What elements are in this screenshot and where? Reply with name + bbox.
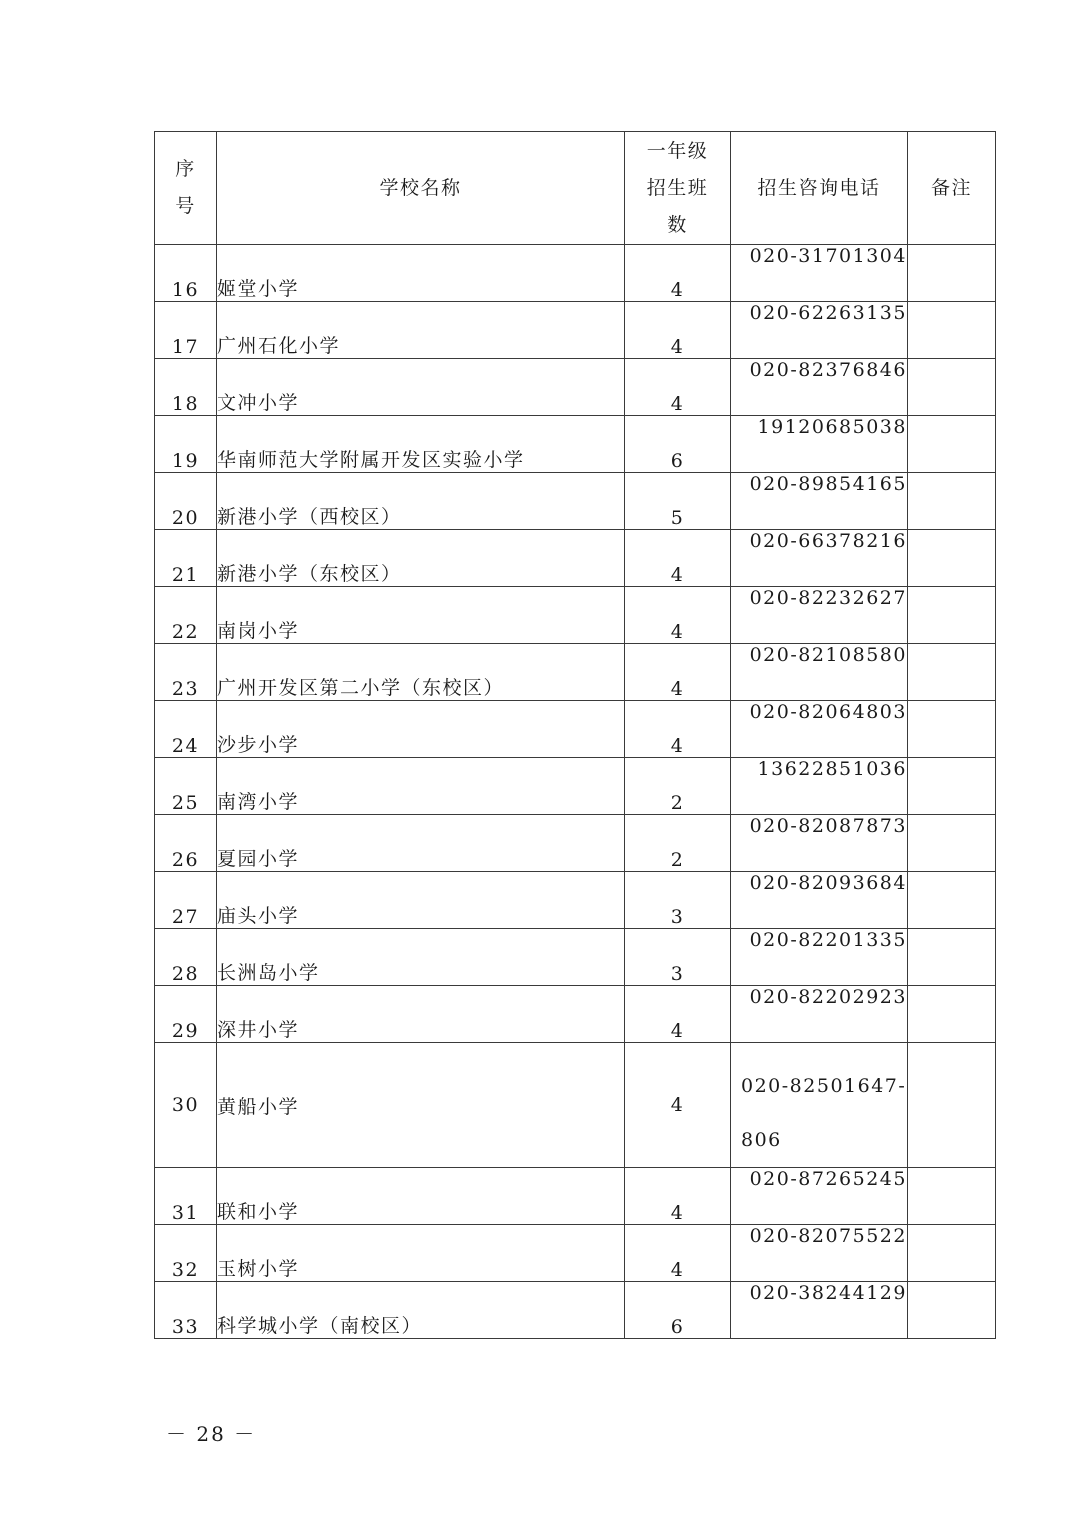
phone-cell: 020-82376846 — [731, 359, 908, 416]
table-row — [155, 245, 996, 302]
school-name-cell: 长洲岛小学 — [217, 929, 625, 986]
phone-cell: 020-66378216 — [731, 530, 908, 587]
note-cell — [908, 587, 996, 644]
class-count-cell: 4 — [625, 302, 731, 359]
phone-cell: 13622851036 — [731, 758, 908, 815]
school-name-cell: 黄船小学 — [217, 1043, 625, 1168]
note-cell — [908, 1168, 996, 1225]
phone-cell: 020-38244129 — [731, 1282, 908, 1339]
school-name-cell: 南湾小学 — [217, 758, 625, 815]
phone-cell: 020-82501647-806 — [731, 1043, 908, 1168]
table-row — [155, 644, 996, 701]
school-name-cell: 广州开发区第二小学（东校区） — [217, 644, 625, 701]
school-name-cell: 科学城小学（南校区） — [217, 1282, 625, 1339]
serial-number-cell: 16 — [155, 245, 217, 302]
school-name-cell: 夏园小学 — [217, 815, 625, 872]
note-cell — [908, 644, 996, 701]
phone-cell: 020-87265245 — [731, 1168, 908, 1225]
note-cell — [908, 815, 996, 872]
note-cell — [908, 929, 996, 986]
header-school-name: 学校名称 — [217, 132, 625, 245]
note-cell — [908, 302, 996, 359]
serial-number-cell: 21 — [155, 530, 217, 587]
table-row — [155, 302, 996, 359]
class-count-cell: 6 — [625, 416, 731, 473]
note-cell — [908, 530, 996, 587]
phone-cell: 020-82064803 — [731, 701, 908, 758]
table-row — [155, 359, 996, 416]
table-row — [155, 872, 996, 929]
note-cell — [908, 245, 996, 302]
school-name-cell: 联和小学 — [217, 1168, 625, 1225]
phone-cell: 020-82201335 — [731, 929, 908, 986]
serial-number-cell: 23 — [155, 644, 217, 701]
phone-cell: 020-82108580 — [731, 644, 908, 701]
table-row — [155, 815, 996, 872]
school-name-cell: 深井小学 — [217, 986, 625, 1043]
school-name-cell: 新港小学（西校区） — [217, 473, 625, 530]
class-count-cell: 4 — [625, 1225, 731, 1282]
serial-number-cell: 27 — [155, 872, 217, 929]
serial-number-cell: 19 — [155, 416, 217, 473]
school-name-cell: 南岗小学 — [217, 587, 625, 644]
note-cell — [908, 986, 996, 1043]
table-row — [155, 701, 996, 758]
table-row — [155, 758, 996, 815]
note-cell — [908, 359, 996, 416]
table-row — [155, 1225, 996, 1282]
note-cell — [908, 416, 996, 473]
class-count-cell: 4 — [625, 245, 731, 302]
serial-number-cell: 24 — [155, 701, 217, 758]
table-row — [155, 530, 996, 587]
note-cell — [908, 758, 996, 815]
phone-cell: 020-62263135 — [731, 302, 908, 359]
school-enrollment-table — [154, 131, 996, 1339]
note-cell — [908, 473, 996, 530]
phone-cell: 020-82075522 — [731, 1225, 908, 1282]
class-count-cell: 2 — [625, 758, 731, 815]
serial-number-cell: 29 — [155, 986, 217, 1043]
class-count-cell: 5 — [625, 473, 731, 530]
table-row — [155, 473, 996, 530]
header-class-count: 一年级 招生班 数 — [625, 132, 731, 245]
serial-number-cell: 33 — [155, 1282, 217, 1339]
table-row — [155, 1282, 996, 1339]
phone-cell: 020-82093684 — [731, 872, 908, 929]
serial-number-cell: 28 — [155, 929, 217, 986]
class-count-cell: 4 — [625, 587, 731, 644]
school-name-cell: 庙头小学 — [217, 872, 625, 929]
class-count-cell: 4 — [625, 701, 731, 758]
table-row — [155, 1168, 996, 1225]
header-serial-number: 序 号 — [155, 132, 217, 245]
class-count-cell: 3 — [625, 929, 731, 986]
serial-number-cell: 22 — [155, 587, 217, 644]
class-count-cell: 6 — [625, 1282, 731, 1339]
header-note: 备注 — [908, 132, 996, 245]
school-name-cell: 玉树小学 — [217, 1225, 625, 1282]
school-name-cell: 文冲小学 — [217, 359, 625, 416]
school-name-cell: 华南师范大学附属开发区实验小学 — [217, 416, 625, 473]
note-cell — [908, 701, 996, 758]
note-cell — [908, 872, 996, 929]
note-cell — [908, 1225, 996, 1282]
class-count-cell: 4 — [625, 1168, 731, 1225]
serial-number-cell: 30 — [155, 1043, 217, 1168]
class-count-cell: 4 — [625, 359, 731, 416]
header-phone: 招生咨询电话 — [731, 132, 908, 245]
table-row — [155, 986, 996, 1043]
school-name-cell: 广州石化小学 — [217, 302, 625, 359]
phone-cell: 19120685038 — [731, 416, 908, 473]
phone-cell: 020-82202923 — [731, 986, 908, 1043]
class-count-cell: 2 — [625, 815, 731, 872]
class-count-cell: 4 — [625, 644, 731, 701]
class-count-cell: 4 — [625, 1043, 731, 1168]
serial-number-cell: 17 — [155, 302, 217, 359]
phone-cell: 020-89854165 — [731, 473, 908, 530]
school-name-cell: 姬堂小学 — [217, 245, 625, 302]
page-number: － 28 － — [166, 1422, 257, 1446]
serial-number-cell: 32 — [155, 1225, 217, 1282]
class-count-cell: 4 — [625, 986, 731, 1043]
serial-number-cell: 25 — [155, 758, 217, 815]
serial-number-cell: 20 — [155, 473, 217, 530]
phone-cell: 020-82087873 — [731, 815, 908, 872]
table-body — [155, 245, 996, 1339]
phone-cell: 020-31701304 — [731, 245, 908, 302]
table-row — [155, 416, 996, 473]
table-row — [155, 929, 996, 986]
school-name-cell: 沙步小学 — [217, 701, 625, 758]
table-row — [155, 587, 996, 644]
class-count-cell: 4 — [625, 530, 731, 587]
table-row — [155, 1043, 996, 1168]
table-header-row — [155, 132, 996, 245]
serial-number-cell: 18 — [155, 359, 217, 416]
note-cell — [908, 1043, 996, 1168]
serial-number-cell: 26 — [155, 815, 217, 872]
class-count-cell: 3 — [625, 872, 731, 929]
phone-cell: 020-82232627 — [731, 587, 908, 644]
serial-number-cell: 31 — [155, 1168, 217, 1225]
school-name-cell: 新港小学（东校区） — [217, 530, 625, 587]
note-cell — [908, 1282, 996, 1339]
